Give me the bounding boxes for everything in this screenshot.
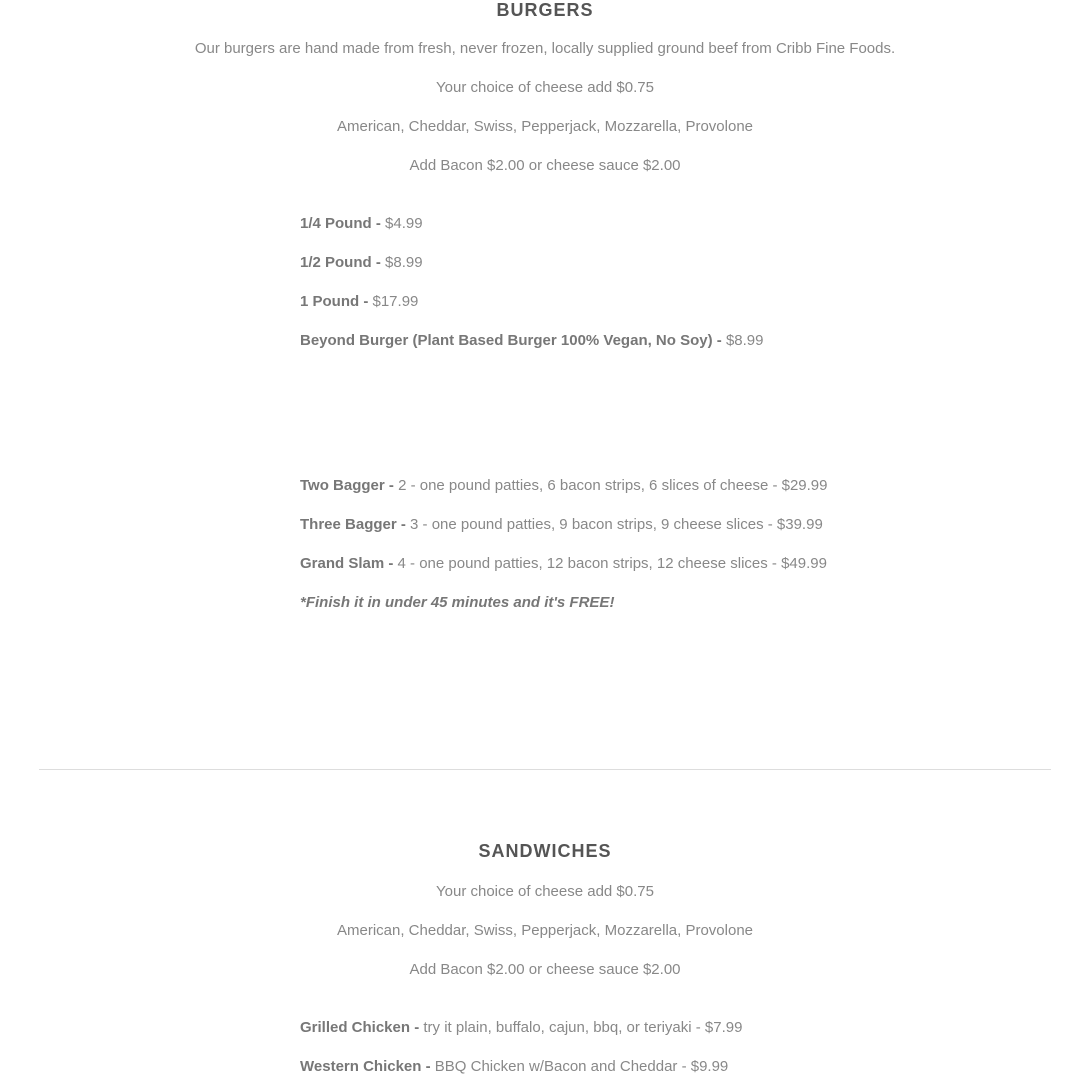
burgers-cheese-line: Your choice of cheese add $0.75: [436, 79, 654, 96]
item-name: Beyond Burger (Plant Based Burger 100% Vegan, No Soy) -: [300, 332, 726, 349]
item-name: 1 Pound -: [300, 293, 373, 310]
item-price: $8.99: [725, 332, 764, 349]
item-desc: 2 - one pound patties, 6 bacon strips, 6 slices of cheese - $29.99: [398, 477, 828, 494]
item-name: Western Chicken -: [300, 1058, 435, 1075]
item-desc: BBQ Chicken w/Bacon and Cheddar - $9.99: [434, 1058, 729, 1075]
challenge-item: [300, 477, 828, 494]
menu-item: [300, 254, 423, 271]
menu-item: [300, 215, 423, 232]
sandwiches-addons: Add Bacon $2.00 or cheese sauce $2.00: [409, 961, 681, 978]
burgers-cheese-options: American, Cheddar, Swiss, Pepperjack, Mozzarella, Provolone: [336, 118, 754, 135]
item-price: $8.99: [385, 254, 423, 271]
burgers-addons: Add Bacon $2.00 or cheese sauce $2.00: [409, 157, 681, 174]
challenge-note-text: *Finish it in under 45 minutes and it's FREE!: [300, 594, 615, 611]
item-price: $4.99: [385, 215, 423, 232]
item-name: Grand Slam -: [300, 555, 398, 572]
menu-item: [300, 1058, 728, 1075]
menu-item: [300, 1019, 742, 1036]
menu-item: [300, 332, 763, 349]
challenge-item: [300, 555, 827, 572]
menu-item: [300, 293, 418, 310]
item-name: 1/2 Pound -: [300, 254, 386, 271]
sandwiches-cheese-line: Your choice of cheese add $0.75: [436, 883, 654, 900]
challenge-note: [300, 594, 614, 611]
burgers-title: BURGERS: [496, 0, 594, 20]
item-desc: 4 - one pound patties, 12 bacon strips, 12 cheese slices - $49.99: [397, 555, 827, 572]
challenge-item: [300, 516, 823, 533]
burgers-intro: Our burgers are hand made from fresh, never frozen, locally supplied ground beef from Cribb Fine Foods.: [194, 40, 896, 57]
section-divider: [39, 769, 1051, 770]
item-name: Three Bagger -: [300, 516, 411, 533]
item-name: 1/4 Pound -: [300, 215, 386, 232]
sandwiches-title: SANDWICHES: [478, 841, 612, 861]
sandwiches-cheese-options: American, Cheddar, Swiss, Pepperjack, Mozzarella, Provolone: [336, 922, 754, 939]
item-name: Two Bagger -: [300, 477, 399, 494]
item-desc: 3 - one pound patties, 9 bacon strips, 9 cheese slices - $39.99: [410, 516, 823, 533]
item-name: Grilled Chicken -: [300, 1019, 424, 1036]
item-desc: try it plain, buffalo, cajun, bbq, or teriyaki - $7.99: [423, 1019, 743, 1036]
item-price: $17.99: [372, 293, 419, 310]
